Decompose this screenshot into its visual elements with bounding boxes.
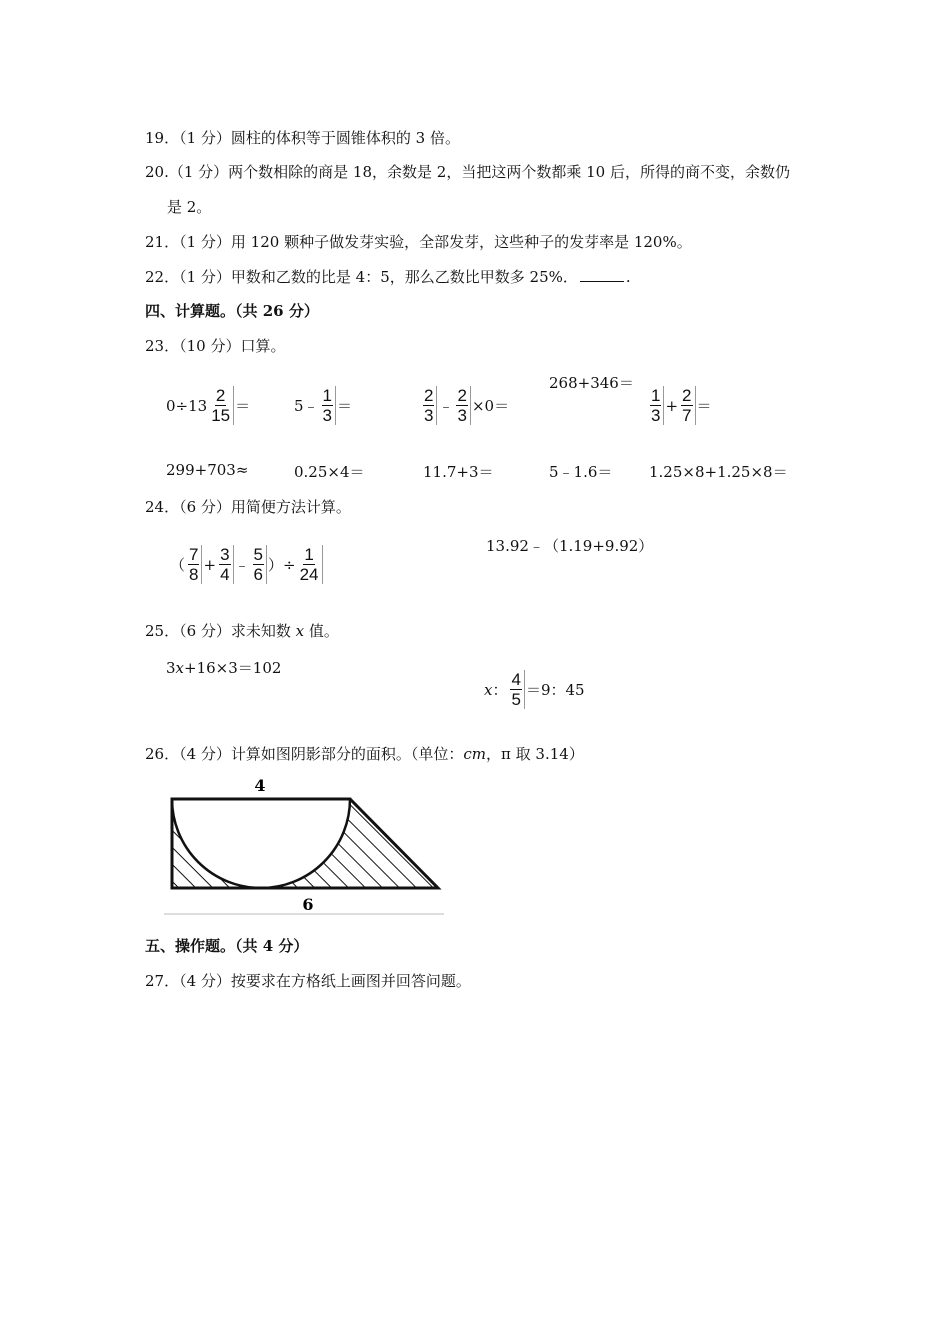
denominator: 3 xyxy=(424,406,434,425)
fraction xyxy=(251,545,267,584)
expr-text: ＝ xyxy=(337,397,353,415)
denominator: 7 xyxy=(682,406,692,425)
denominator: 24 xyxy=(299,565,319,584)
equation-2 xyxy=(484,670,585,709)
calc-expr-1 xyxy=(166,386,250,425)
shaded-area-figure xyxy=(164,772,446,922)
variable: x xyxy=(295,622,305,640)
fraction xyxy=(679,386,695,425)
simplify-expr-2: 13.92﹣（1.19+9.92） xyxy=(486,537,654,555)
variable: x xyxy=(175,659,185,677)
section-5-heading: 五、操作题。（共 4 分） xyxy=(145,937,309,955)
equation-1 xyxy=(166,657,281,678)
denominator: 6 xyxy=(253,565,264,584)
calc-expr-8: 11.7+3＝ xyxy=(423,463,494,481)
operator: + xyxy=(203,555,217,574)
fraction xyxy=(648,386,664,425)
denominator: 3 xyxy=(322,406,333,425)
eq-text: 3 xyxy=(166,659,176,677)
question-27: 27．（4 分）按要求在方格纸上画图并回答问题。 xyxy=(145,972,471,990)
numerator: 2 xyxy=(682,386,692,405)
question-20-line-1: 20.（1 分）两个数相除的商是 18，余数是 2，当把这两个数都乘 10 后，所得的商不变，余数仍 xyxy=(145,163,790,181)
question-22 xyxy=(145,267,631,287)
eq-text: ＝9：45 xyxy=(525,681,585,699)
fraction xyxy=(421,386,437,425)
numerator: 1 xyxy=(304,545,314,564)
question-20-line-2: 是 2。 xyxy=(167,198,212,216)
title-text: 值。 xyxy=(304,622,339,640)
calc-expr-6: 299+703≈ xyxy=(166,461,249,479)
expr-text: 0÷13 xyxy=(166,396,208,415)
numerator: 2 xyxy=(215,386,226,405)
unit: cm xyxy=(463,745,487,763)
colon: ： xyxy=(492,681,508,699)
paren: （ xyxy=(170,556,186,574)
numerator: 7 xyxy=(189,545,199,564)
fraction xyxy=(320,386,336,425)
fraction xyxy=(297,545,323,584)
denominator: 8 xyxy=(189,565,199,584)
label-bottom: 6 xyxy=(302,895,314,914)
numerator: 4 xyxy=(511,670,521,689)
question-23-title: 23．（10 分）口算。 xyxy=(145,337,286,355)
operator: ﹣ xyxy=(234,556,250,574)
expr-text: 5﹣ xyxy=(294,397,319,415)
title-text: 26．（4 分）计算如图阴影部分的面积。（单位： xyxy=(145,745,464,763)
title-text: 25．（6 分）求未知数 xyxy=(145,622,296,640)
denominator: 3 xyxy=(651,406,661,425)
expr-text: ＝ xyxy=(235,397,251,415)
fraction xyxy=(217,545,233,584)
numerator: 3 xyxy=(220,545,230,564)
paren: ）÷ xyxy=(268,556,296,574)
answer-blank[interactable] xyxy=(580,267,624,282)
section-4-heading: 四、计算题。（共 26 分） xyxy=(145,302,319,320)
denominator: 15 xyxy=(211,406,231,425)
denominator: 4 xyxy=(220,565,230,584)
calc-expr-4: 268+346＝ xyxy=(549,374,634,392)
calc-expr-7: 0.25×4＝ xyxy=(294,463,365,481)
question-22-text: 22．（1 分）甲数和乙数的比是 4：5，那么乙数比甲数多 25%． xyxy=(145,268,578,286)
label-top: 4 xyxy=(254,776,266,795)
question-24-title: 24．（6 分）用简便方法计算。 xyxy=(145,498,351,516)
title-text: ，π 取 3.14） xyxy=(486,745,584,763)
fraction xyxy=(508,670,524,709)
calc-expr-10: 1.25×8+1.25×8＝ xyxy=(649,463,788,481)
question-22-end: . xyxy=(625,268,631,286)
numerator: 2 xyxy=(457,386,467,405)
numerator: 1 xyxy=(322,386,333,405)
fraction xyxy=(208,386,234,425)
denominator: 5 xyxy=(511,690,521,709)
calc-expr-5 xyxy=(647,386,712,425)
operator: + xyxy=(665,396,679,415)
operator: ﹣ xyxy=(438,397,454,415)
fraction xyxy=(186,545,202,584)
expr-text: ＝ xyxy=(696,397,712,415)
calc-expr-9: 5﹣1.6＝ xyxy=(549,463,613,481)
trapezoid-semicircle-diagram xyxy=(164,772,446,918)
denominator: 3 xyxy=(457,406,467,425)
fraction xyxy=(454,386,470,425)
expr-text: ×0＝ xyxy=(471,397,510,415)
eq-text: +16×3＝102 xyxy=(184,659,282,677)
numerator: 2 xyxy=(424,386,434,405)
question-21: 21．（1 分）用 120 颗种子做发芽实验，全部发芽，这些种子的发芽率是 120%。 xyxy=(145,233,692,251)
numerator: 1 xyxy=(651,386,661,405)
question-19: 19．（1 分）圆柱的体积等于圆锥体积的 3 倍。 xyxy=(145,129,460,147)
question-25-title xyxy=(145,621,339,641)
variable: x xyxy=(484,680,493,699)
simplify-expr-1 xyxy=(170,545,324,584)
calc-expr-3 xyxy=(420,386,509,425)
question-26-title xyxy=(145,744,584,764)
numerator: 5 xyxy=(253,545,264,564)
calc-expr-2 xyxy=(294,386,352,425)
